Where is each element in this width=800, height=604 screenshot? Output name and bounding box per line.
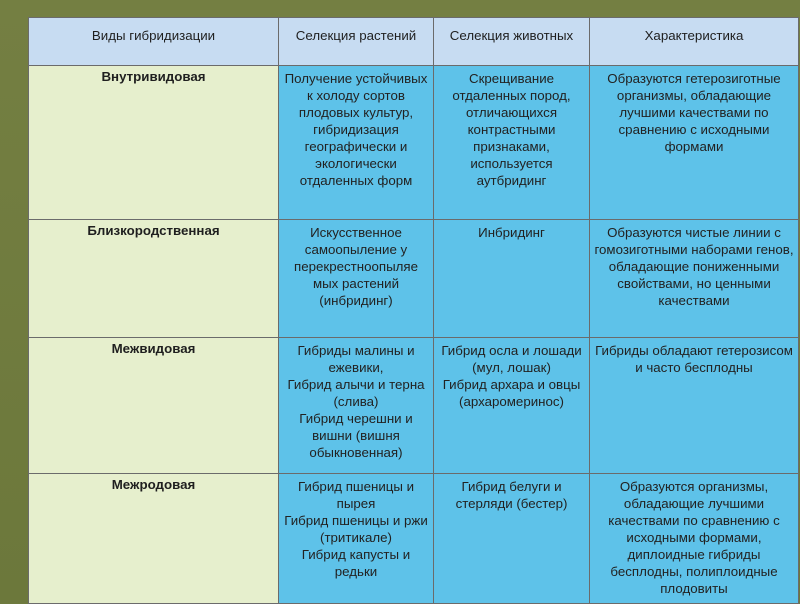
row-characteristic: Образуются организмы, обладающие лучшими качествами по сравнению с исходными формами, диплоидные гибриды бесплодны, полиплоидные плодовиты (590, 474, 799, 604)
row-plants: Гибриды малины и ежевики, Гибрид алычи и терна (слива) Гибрид черешни и вишни (вишня обыкновенная) (279, 338, 434, 474)
row-plants: Получение устойчивых к холоду сортов плодовых культур, гибридизация географически и экологически отдаленных форм (279, 66, 434, 220)
row-kind: Межродовая (29, 474, 279, 604)
table-header-row (29, 18, 799, 66)
row-animals: Гибрид белуги и стерляди (бестер) (434, 474, 590, 604)
row-animals: Гибрид осла и лошади (мул, лошак) Гибрид архара и овцы (архаромеринос) (434, 338, 590, 474)
row-kind: Внутривидовая (29, 66, 279, 220)
row-characteristic: Образуются чистые линии с гомозиготными наборами генов, обладающие пониженными свойствами, но ценными качествами (590, 220, 799, 338)
header-hybridization-types: Виды гибридизации (29, 18, 279, 66)
table-row (29, 66, 799, 220)
table-row (29, 474, 799, 604)
header-animal-selection: Селекция животных (434, 18, 590, 66)
row-animals: Инбридинг (434, 220, 590, 338)
table-row (29, 338, 799, 474)
header-characteristic: Характеристика (590, 18, 799, 66)
row-plants: Гибрид пшеницы и пырея Гибрид пшеницы и ржи (тритикале) Гибрид капусты и редьки (279, 474, 434, 604)
row-animals: Скрещивание отдаленных пород, отличающихся контрастными признаками, используется аутбридинг (434, 66, 590, 220)
header-plant-selection: Селекция растений (279, 18, 434, 66)
row-kind: Близкородственная (29, 220, 279, 338)
table-row (29, 220, 799, 338)
row-characteristic: Гибриды обладают гетерозисом и часто бесплодны (590, 338, 799, 474)
row-characteristic: Образуются гетерозиготные организмы, обладающие лучшими качествами по сравнению с исходными формами (590, 66, 799, 220)
hybridization-table (28, 17, 799, 604)
row-plants: Искусственное самоопыление у перекрестноопыляе мых растений (инбридинг) (279, 220, 434, 338)
row-kind: Межвидовая (29, 338, 279, 474)
